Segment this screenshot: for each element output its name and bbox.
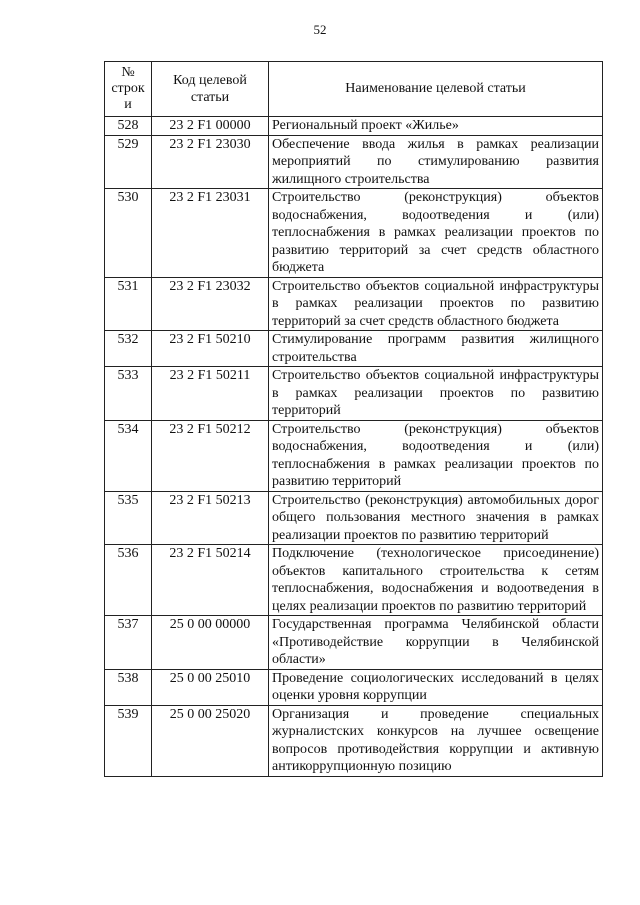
row-number-cell: 536 — [105, 545, 152, 616]
target-code-cell: 23 2 F1 00000 — [152, 117, 269, 136]
table-row — [105, 135, 603, 189]
row-number-cell: 539 — [105, 705, 152, 776]
target-name-cell: Государственная программа Челябинской области «Противодействие коррупции в Челябинской области» — [269, 616, 603, 670]
target-name-cell: Строительство (реконструкция) объектов водоснабжения, водоотведения и (или) теплоснабжения в рамках реализации проектов по развитию территорий — [269, 420, 603, 491]
header-target-name: Наименование целевой статьи — [269, 62, 603, 117]
target-code-cell: 23 2 F1 23032 — [152, 277, 269, 331]
target-code-cell: 23 2 F1 50214 — [152, 545, 269, 616]
target-name-cell: Строительство (реконструкция) объектов водоснабжения, водоотведения и (или) теплоснабжения в рамках реализации проектов по развитию территорий за счет средств областного бюджета — [269, 189, 603, 278]
target-name-cell: Региональный проект «Жилье» — [269, 117, 603, 136]
table-row — [105, 705, 603, 776]
target-code-cell: 25 0 00 25010 — [152, 669, 269, 705]
table-row — [105, 545, 603, 616]
row-number-cell: 528 — [105, 117, 152, 136]
table-row — [105, 189, 603, 278]
row-number-cell: 535 — [105, 491, 152, 545]
row-number-cell: 530 — [105, 189, 152, 278]
table-row — [105, 491, 603, 545]
table-row — [105, 367, 603, 421]
target-name-cell: Проведение социологических исследований в целях оценки уровня коррупции — [269, 669, 603, 705]
target-code-cell: 23 2 F1 50211 — [152, 367, 269, 421]
header-row-number: № строк и — [105, 62, 152, 117]
table-row — [105, 420, 603, 491]
table-row — [105, 331, 603, 367]
target-code-cell: 23 2 F1 50213 — [152, 491, 269, 545]
page-number: 52 — [313, 22, 327, 37]
target-name-cell: Стимулирование программ развития жилищного строительства — [269, 331, 603, 367]
row-number-cell: 533 — [105, 367, 152, 421]
target-code-cell: 25 0 00 25020 — [152, 705, 269, 776]
row-number-cell: 531 — [105, 277, 152, 331]
target-code-cell: 23 2 F1 23030 — [152, 135, 269, 189]
target-name-cell: Подключение (технологическое присоединение) объектов капитального строительства к сетям теплоснабжения, водоснабжения и водоотведения в целях реализации проектов по развитию территорий — [269, 545, 603, 616]
table-row — [105, 277, 603, 331]
target-code-cell: 23 2 F1 50210 — [152, 331, 269, 367]
target-code-cell: 23 2 F1 50212 — [152, 420, 269, 491]
target-code-cell: 23 2 F1 23031 — [152, 189, 269, 278]
row-number-cell: 532 — [105, 331, 152, 367]
target-name-cell: Строительство объектов социальной инфраструктуры в рамках реализации проектов по развитию территорий за счет средств областного бюджета — [269, 277, 603, 331]
row-number-cell: 529 — [105, 135, 152, 189]
table-row — [105, 616, 603, 670]
table-header-row — [105, 62, 603, 117]
row-number-cell: 534 — [105, 420, 152, 491]
row-number-cell: 538 — [105, 669, 152, 705]
target-name-cell: Обеспечение ввода жилья в рамках реализации мероприятий по стимулированию развития жилищного строительства — [269, 135, 603, 189]
table-row — [105, 117, 603, 136]
target-name-cell: Организация и проведение специальных журналистских конкурсов на лучшее освещение вопросов противодействия коррупции и активную антикоррупционную позицию — [269, 705, 603, 776]
budget-classification-table — [104, 61, 603, 777]
row-number-cell: 537 — [105, 616, 152, 670]
table-body — [105, 117, 603, 777]
target-name-cell: Строительство объектов социальной инфраструктуры в рамках реализации проектов по развитию территорий — [269, 367, 603, 421]
target-code-cell: 25 0 00 00000 — [152, 616, 269, 670]
target-name-cell: Строительство (реконструкция) автомобильных дорог общего пользования местного значения в рамках реализации проектов по развитию территорий — [269, 491, 603, 545]
header-target-code: Код целевой статьи — [152, 62, 269, 117]
table-row — [105, 669, 603, 705]
